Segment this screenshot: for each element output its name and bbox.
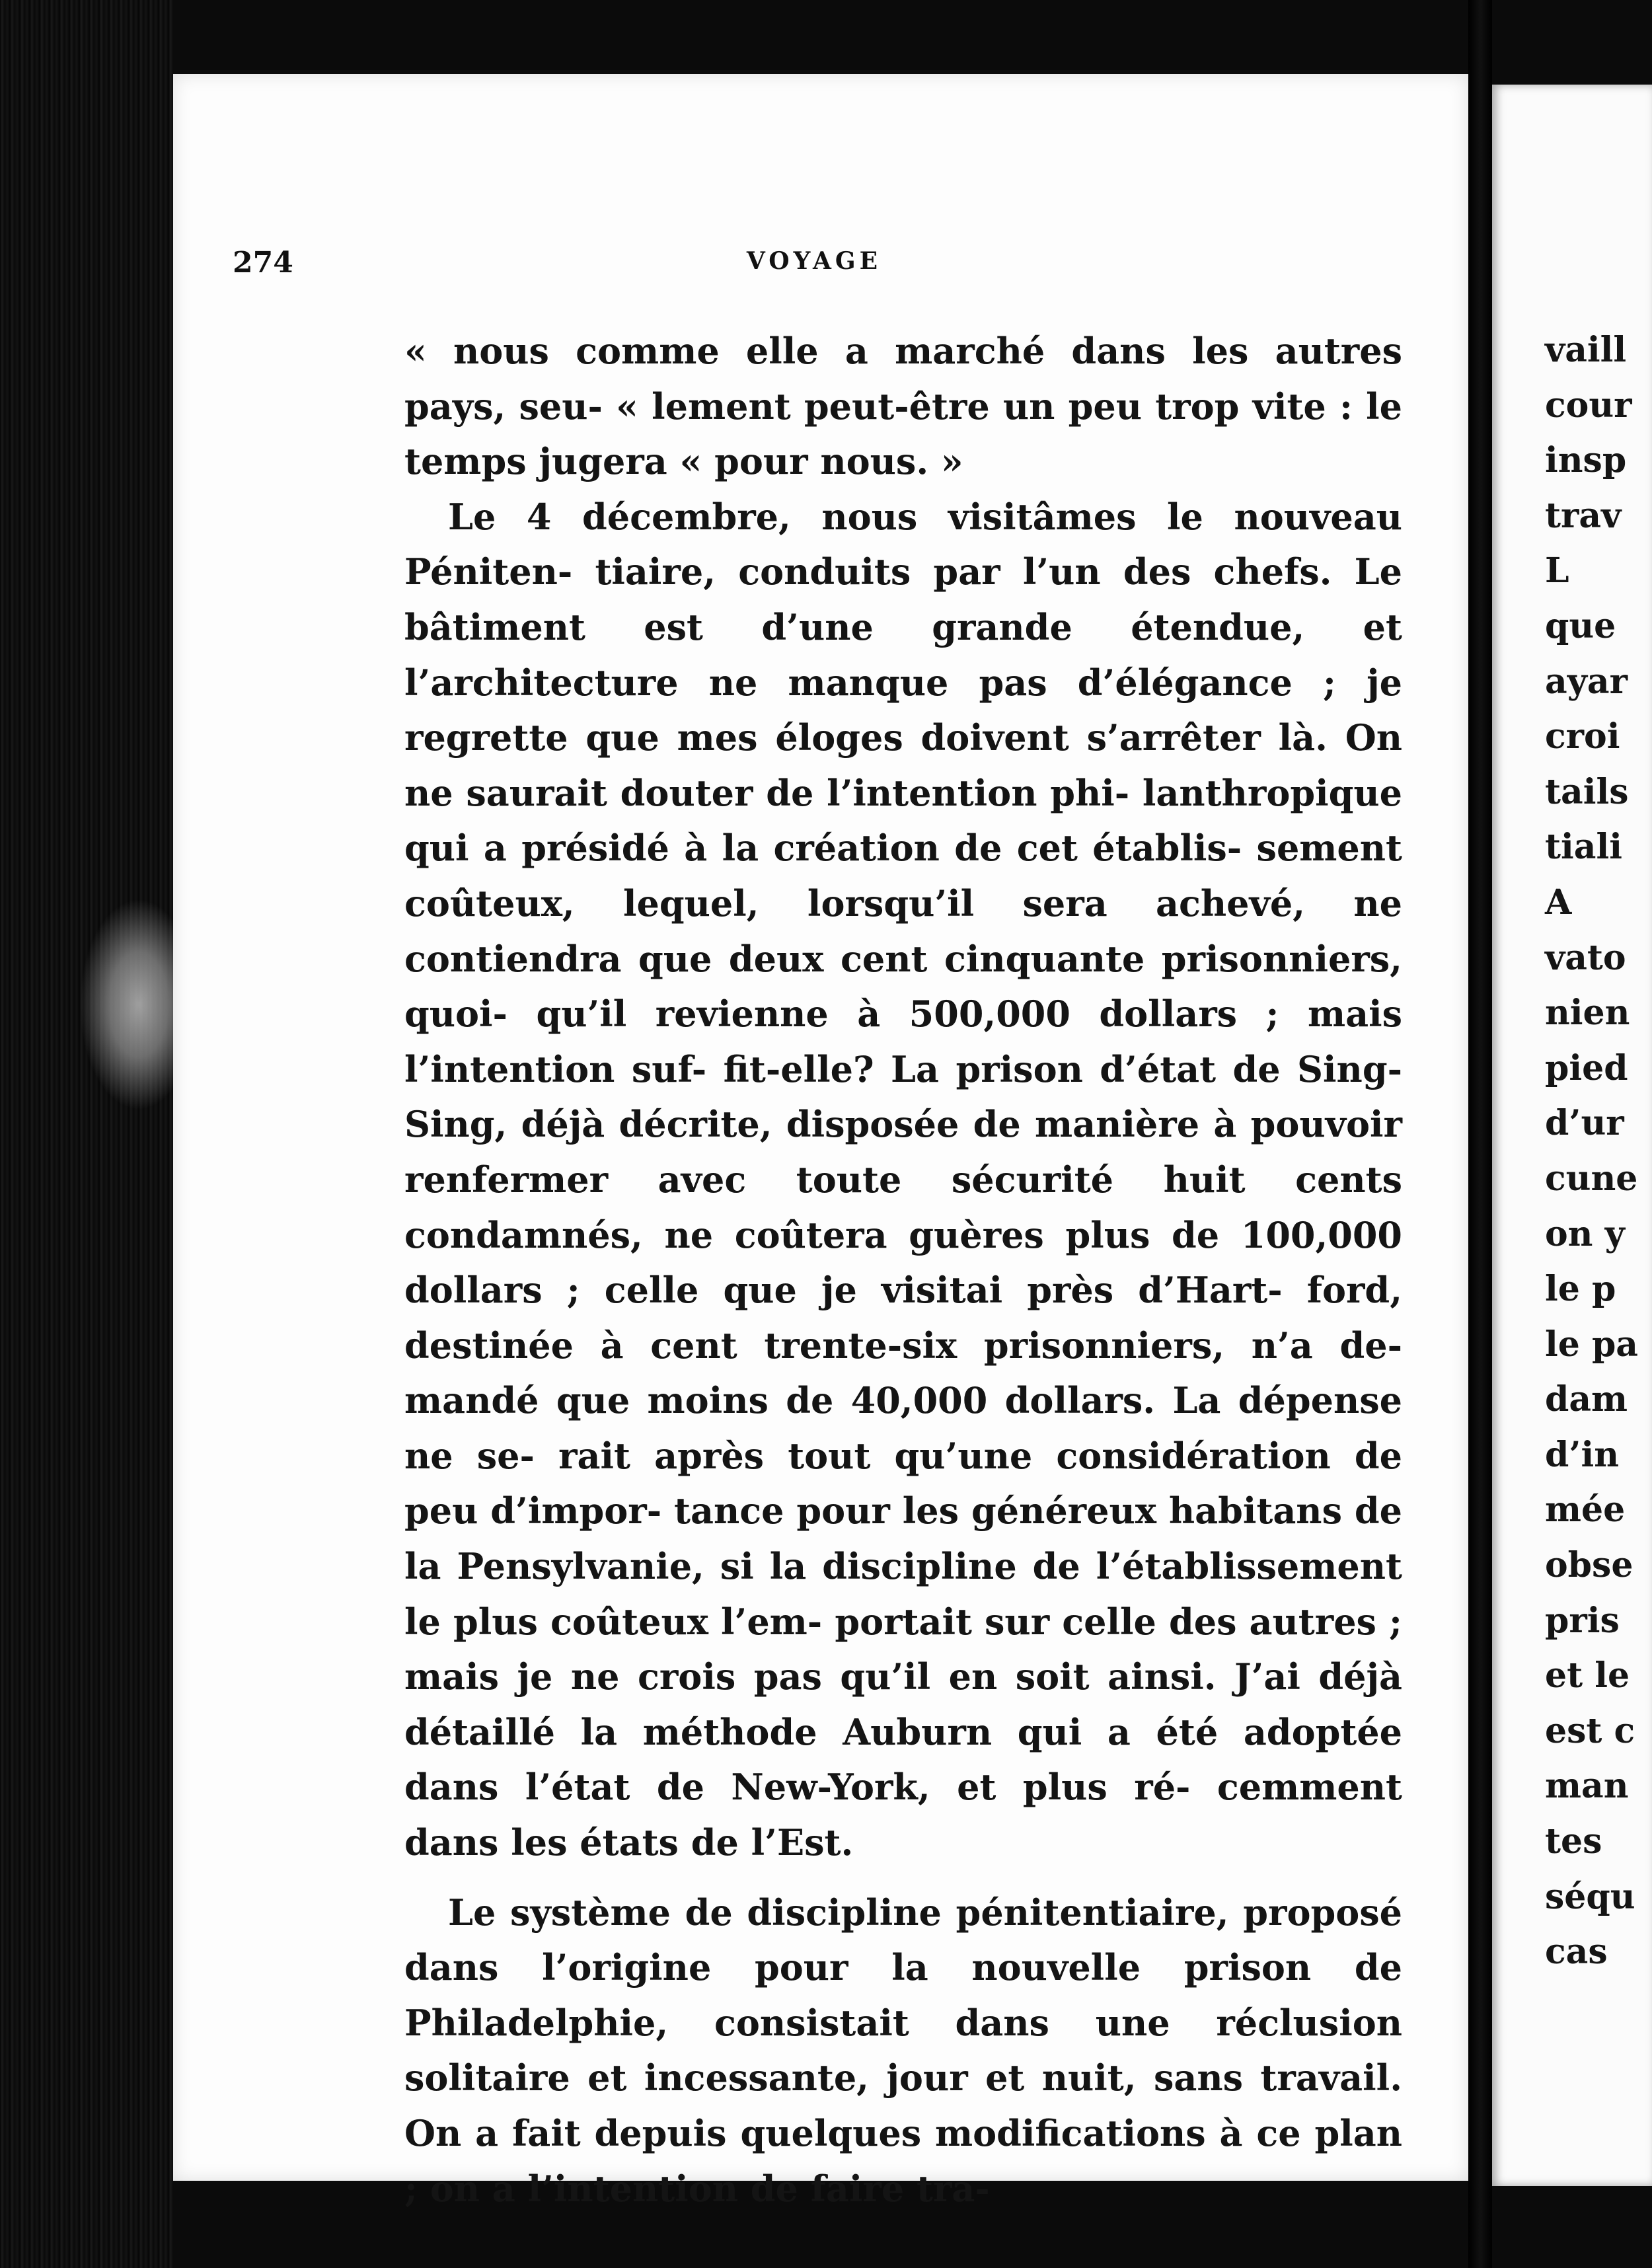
paragraph: Le système de discipline pénitentiaire, proposé dans l’origine pour la nouvelle prison de Philadelphie, consistait dans une réclusion solitaire et incessante, jour et nuit, sans travail. On a fait depuis quelques modifications à ce plan ; on a l’intention de faire tra- — [404, 1891, 1402, 2210]
next-page-line: insp — [1545, 440, 1627, 481]
next-page-line: le pa — [1545, 1324, 1638, 1365]
next-page-line: tails — [1545, 771, 1629, 812]
scan-smudge — [79, 899, 178, 1110]
running-title: VOYAGE — [746, 247, 882, 275]
next-page-line: et le — [1545, 1655, 1630, 1696]
book-binding — [0, 0, 173, 2268]
next-page-line: le p — [1545, 1269, 1616, 1310]
page-body — [404, 324, 1402, 2216]
next-page-line: dam — [1545, 1379, 1628, 1420]
next-page-line: vaill — [1545, 330, 1627, 370]
next-page-line: cour — [1545, 385, 1632, 426]
next-page-line: tiali — [1545, 827, 1622, 868]
next-page-line: cune — [1545, 1158, 1638, 1199]
next-page-line: pris — [1545, 1600, 1620, 1641]
next-page-text — [1545, 322, 1652, 1980]
next-page-line: L — [1545, 550, 1569, 591]
next-page-line: ayar — [1545, 661, 1628, 702]
next-page-line: mée — [1545, 1490, 1626, 1531]
next-page-line: A — [1545, 882, 1572, 923]
page-number: 274 — [233, 246, 293, 280]
next-page-line: pied — [1545, 1047, 1628, 1088]
next-page-line: d’in — [1545, 1434, 1620, 1475]
paragraph: « nous comme elle a marché dans les autres pays, seu- « lement peut-être un peu trop vite : le temps jugera « pour nous. » — [404, 330, 1402, 483]
next-page-line: croi — [1545, 716, 1620, 757]
paragraph: Le 4 décembre, nous visitâmes le nouveau Péniten- tiaire, conduits par l’un des chefs. Le bâtiment est d’une grande étendue, et l’architecture ne manque pas d’élégance ; je regrette que mes éloges doivent s’arrêter là. On ne saurait douter de l’intention phi- lanthropique qui a présidé à la création de cet établis- sement coûteux, lequel, lorsqu’il sera achevé, ne contiendra que deux cent cinquante prisonniers, quoi- qu’il revienne à 500,000 dollars ; mais l’intention suf- fit-elle? La prison d’état de Sing-Sing, déjà décrite, disposée de manière à pouvoir renfermer avec toute sécurité huit cents condamnés, ne coûtera guères plus de 100,000 dollars ; celle que je visitai près d’Hart- ford, destinée à cent trente-six prisonniers, n’a de- mandé que moins de 40,000 dollars. La dépense ne se- rait après tout qu’une considération de peu d’impor- tance pour les généreux habitans de la Pensylvanie, si la discipline de l’établissement le plus coûteux l’em- portait sur celle des autres ; mais je ne crois pas qu’il en soit ainsi. J’ai déjà détaillé la méthode Auburn qui a été adoptée dans l’état de New-York, et plus ré- cemment dans les états de l’Est. — [404, 495, 1402, 1864]
next-page-line: on y — [1545, 1213, 1625, 1254]
next-page-line: man — [1545, 1766, 1629, 1807]
page-gutter — [1468, 0, 1492, 2268]
next-page-line: séqu — [1545, 1876, 1635, 1917]
next-page-line: vato — [1545, 937, 1626, 978]
next-page-line: trav — [1545, 495, 1622, 536]
next-page-line: d’ur — [1545, 1103, 1624, 1144]
next-page-line: nien — [1545, 993, 1630, 1034]
next-page-line: que — [1545, 605, 1616, 646]
next-page-line: est c — [1545, 1710, 1635, 1751]
next-page-line: tes — [1545, 1821, 1602, 1862]
running-head — [233, 246, 1396, 285]
next-page-line: cas — [1545, 1932, 1608, 1973]
next-page-line: obse — [1545, 1545, 1633, 1586]
